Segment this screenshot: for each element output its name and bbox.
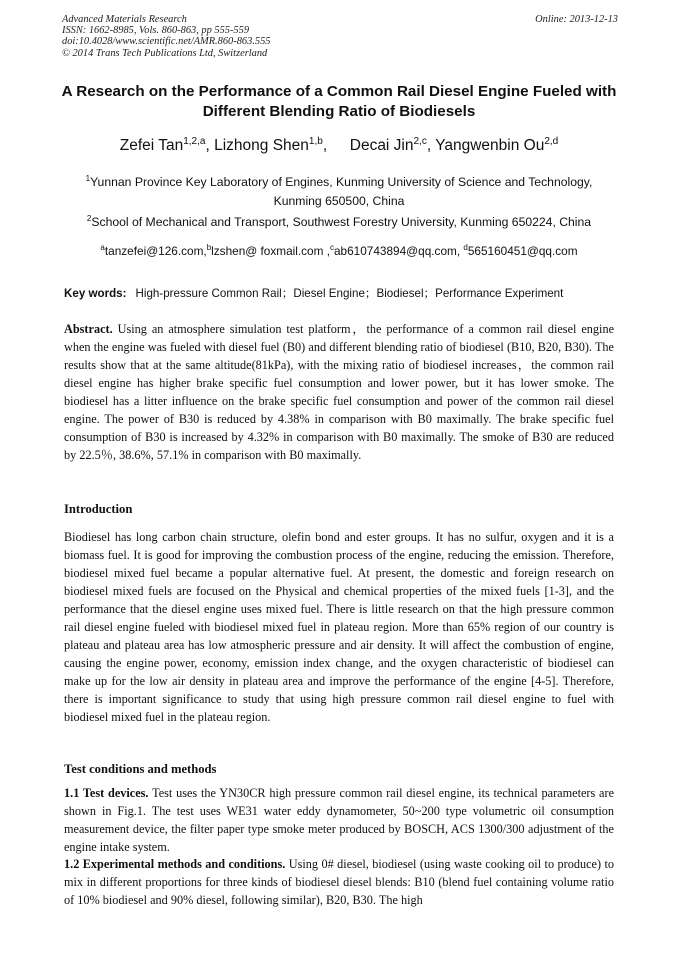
abstract-label: Abstract. (64, 322, 113, 336)
section-1-2 (64, 855, 614, 909)
section-1-2-text: Using 0# diesel, biodiesel (using waste cooking oil to produce) to mix in different proportions for three kinds of biodiesel diesel blends: B10 (blend fuel containing volume ratio of 10% biodiesel and 90% diesel, following similar), B20, B30. The high (64, 857, 615, 907)
author-name: Lizhong Shen (214, 137, 309, 154)
affiliation-mark: 2 (86, 214, 92, 223)
email-mark: a (100, 243, 105, 252)
test-conditions-heading: Test conditions and methods (64, 762, 217, 776)
author-name: Zefei Tan (119, 137, 184, 154)
email-address: tanzefei@126.com, (104, 244, 207, 258)
section-1-1-text: Test uses the YN30CR high pressure common rail diesel engine, its technical parameters are shown in Fig.1. The test uses WE31 water eddy dynamometer, 50~200 type volumetric oil consumption measurement device, the filter paper type smoke meter produced by BOSCH, ACS 1300/300 adjustment of the engine intake system. (64, 786, 615, 854)
author-affiliation-mark: 2,d (544, 136, 559, 147)
author-affiliation-mark: 2,c (413, 136, 427, 147)
keywords-text: High-pressure Common Rail；Diesel Engine；Biodiesel；Performance Experiment (135, 287, 564, 300)
author-list (40, 136, 638, 156)
author-separator: , (322, 137, 332, 154)
section-1-2-label: 1.2 Experimental methods and conditions. (64, 857, 286, 871)
email-address: lzshen@ foxmail.com , (211, 244, 330, 258)
issn-line: ISSN: 1662-8985, Vols. 860-863, pp 555-559 (62, 25, 250, 37)
email-mark: c (330, 243, 334, 252)
journal-header (62, 14, 618, 59)
affiliation-2 (60, 213, 618, 232)
copyright-line: © 2014 Trans Tech Publications Ltd, Switzerland (62, 47, 268, 59)
introduction-paragraph: Biodiesel has long carbon chain structure, olefin bond and ester groups. It has no sulfur, oxygen and it is a biomass fuel. It is good for improving the combustion process of the engine, reducing the emission. Therefore, biodiesel mixed fuel became a popular alternative fuel. At present, the domestic and foreign research on biodiesel mixed fuels are focused on the Physical and chemical properties of the mixed fuels [1-3], and the performance that the diesel engine uses mixed fuel. There is little research on that the high pressure common rail diesel engine fueled with biodiesel mixed fuel in plateau region. More than 65% region of our country is plateau and plateau area has low atmospheric pressure and air density. It will affect the combustion of engine, causing the engine power, economy, emission index change, and the oxygen characteristic of biodiesel can make up for the low air density in plateau area and improve the performance of the engine [4-5]. Therefore, there is important significance to study that using high pressure common rail diesel engine to fuel with biodiesel mixed fuel in the plateau region. (64, 530, 614, 724)
author-name: Decai Jin (349, 137, 414, 154)
author-emails (60, 242, 618, 261)
email-mark: d (463, 243, 468, 252)
email-address: ab610743894@qq.com, (334, 244, 464, 258)
journal-name: Advanced Materials Research (62, 14, 187, 25)
author-name: Yangwenbin Ou (435, 137, 545, 154)
abstract-text: Using an atmosphere simulation test platform，the performance of a common rail diesel engine when the engine was fueled with diesel fuel (B0) and different blending ratio of biodiesel (B10, B20, B30). The results show that at the same altitude(81kPa), with the mixing ratio of biodiesel increases，the common rail diesel engine has higher brake specific fuel consumption and lower power, but it has lower smoke. The biodiesel has a litter influence on the brake specific fuel consumption and power of the common rail diesel engine. The power of B30 is reduced by 4.38% in comparison with B0 maximally. The brake specific fuel consumption of B30 is increased by 4.32% in comparison with B0 maximally. The smoke of B30 are reduced by 22.5％, 38.6%, 57.1% in comparison with B0 maximally. (64, 322, 615, 462)
affiliation-text: Yunnan Province Key Laboratory of Engines, Kunming University of Science and Technology, Kunming 650500, China (90, 175, 593, 208)
affiliation-1 (60, 173, 618, 211)
keywords (64, 286, 620, 302)
paper-title: A Research on the Performance of a Common Rail Diesel Engine Fueled with Different Blending Ratio of Biodiesels (61, 83, 617, 120)
abstract (64, 320, 614, 464)
author-affiliation-mark: 1,b (308, 136, 323, 147)
section-1-1-label: 1.1 Test devices. (64, 786, 149, 800)
affiliation-text: School of Mechanical and Transport, Southwest Forestry University, Kunming 650224, China (91, 215, 592, 229)
online-date: Online: 2013-12-13 (535, 14, 618, 25)
introduction-heading: Introduction (64, 502, 133, 516)
author-affiliation-mark: 1,2,a (183, 136, 206, 147)
author-separator: , (205, 137, 215, 154)
author-separator: , (426, 137, 436, 154)
email-mark: b (206, 243, 212, 252)
email-address: 565160451@qq.com (467, 244, 578, 258)
doi-line: doi:10.4028/www.scientific.net/AMR.860-863.555 (62, 36, 271, 48)
affiliation-mark: 1 (85, 174, 91, 183)
keywords-label: Key words: (64, 287, 127, 300)
section-1-1 (64, 784, 614, 856)
